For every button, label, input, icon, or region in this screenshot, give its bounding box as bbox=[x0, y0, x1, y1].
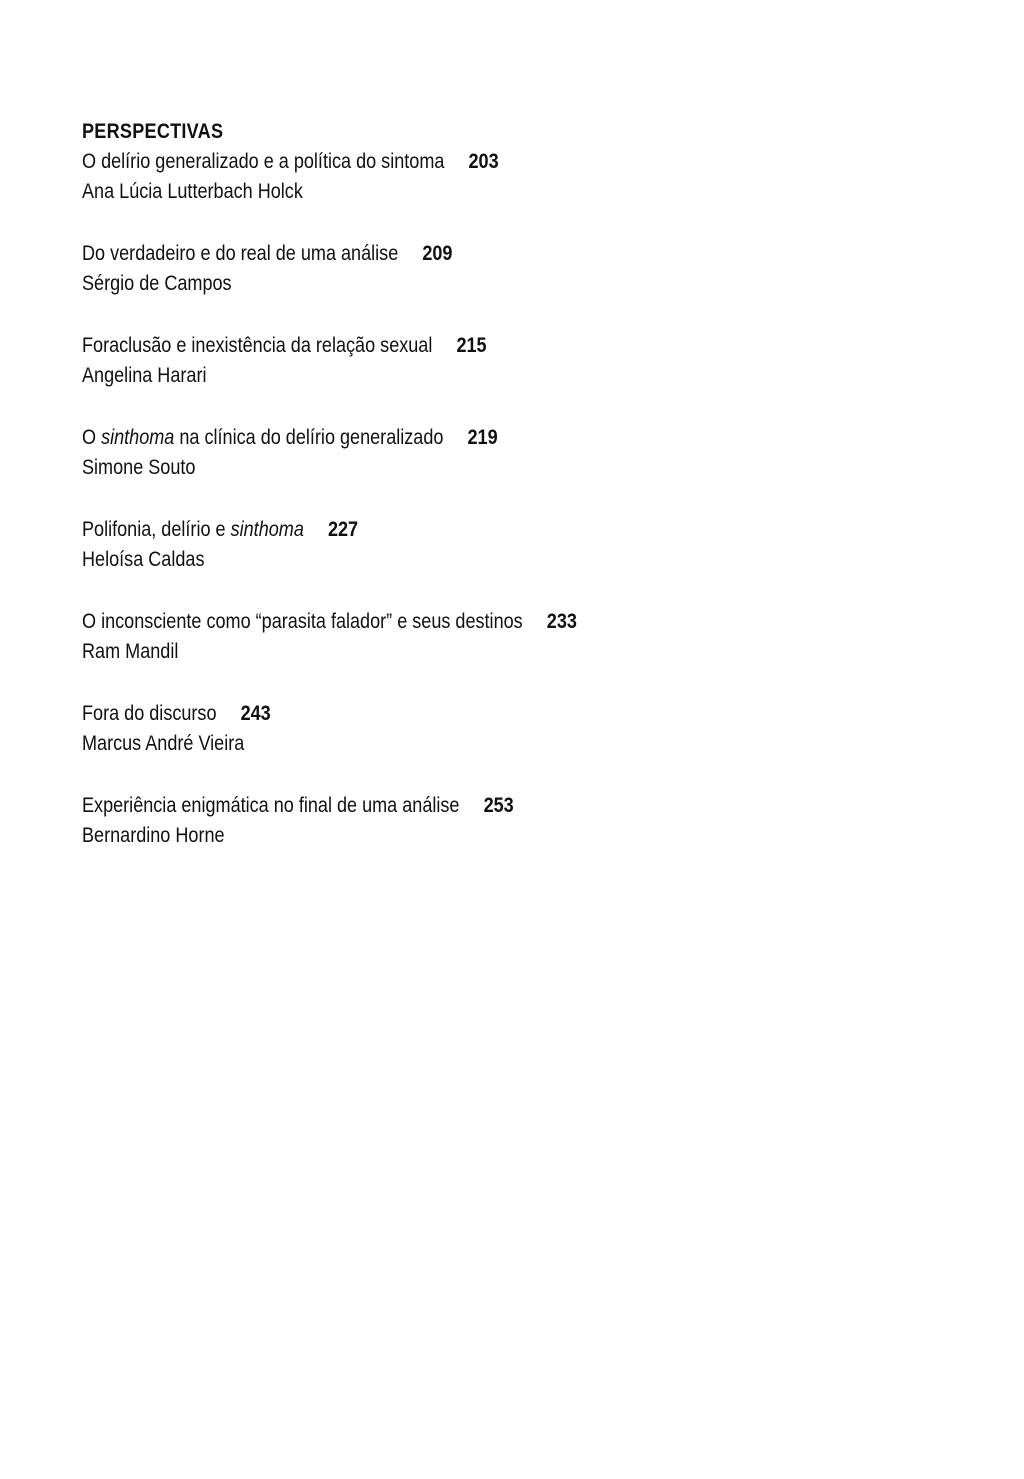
toc-entry-title bbox=[82, 518, 304, 541]
title-text: O inconsciente como “parasita falador” e seus destinos bbox=[82, 610, 523, 633]
title-text: Fora do discurso bbox=[82, 702, 217, 725]
toc-entry-title-line bbox=[82, 331, 770, 361]
toc-entry-title-line bbox=[82, 607, 770, 637]
toc-entry-title bbox=[82, 242, 398, 265]
toc-entries bbox=[82, 147, 882, 851]
toc-entry bbox=[82, 515, 882, 575]
title-text: O delírio generalizado e a política do sintoma bbox=[82, 150, 445, 173]
toc-entry-title-line bbox=[82, 239, 770, 269]
toc-entry-title-line bbox=[82, 147, 770, 177]
title-text: Do verdadeiro e do real de uma análise bbox=[82, 242, 399, 265]
toc-entry bbox=[82, 699, 882, 759]
title-text: Polifonia, delírio e bbox=[82, 518, 231, 541]
toc-entry-page-number: 209 bbox=[422, 242, 453, 265]
toc-entry bbox=[82, 791, 882, 851]
toc-entry-title-line bbox=[82, 423, 770, 453]
toc-entry-author: Angelina Harari bbox=[82, 364, 207, 387]
toc-entry-title bbox=[82, 150, 444, 173]
toc-entry-author: Ana Lúcia Lutterbach Holck bbox=[82, 180, 303, 203]
toc-entry-page-number: 215 bbox=[456, 334, 487, 357]
toc-entry-page-number: 219 bbox=[467, 426, 498, 449]
toc-entry-title-line bbox=[82, 699, 770, 729]
toc-entry-title bbox=[82, 334, 432, 357]
toc-entry-title-line bbox=[82, 791, 770, 821]
toc-entry bbox=[82, 423, 882, 483]
toc-entry-author: Bernardino Horne bbox=[82, 824, 225, 847]
title-text: Foraclusão e inexistência da relação sexual bbox=[82, 334, 433, 357]
toc-entry-author: Simone Souto bbox=[82, 456, 196, 479]
toc-entry-page-number: 253 bbox=[483, 794, 514, 817]
title-italic-term: sinthoma bbox=[101, 426, 175, 449]
toc-entry bbox=[82, 147, 882, 207]
title-italic-term: sinthoma bbox=[230, 518, 304, 541]
toc-entry-page-number: 243 bbox=[240, 702, 271, 725]
title-text: Experiência enigmática no final de uma análise bbox=[82, 794, 460, 817]
toc-entry bbox=[82, 239, 882, 299]
table-of-contents bbox=[82, 117, 882, 883]
section-title: PERSPECTIVAS bbox=[82, 120, 224, 143]
toc-entry-author: Sérgio de Campos bbox=[82, 272, 232, 295]
toc-entry-title bbox=[82, 794, 459, 817]
toc-entry bbox=[82, 607, 882, 667]
toc-entry-author: Marcus André Vieira bbox=[82, 732, 245, 755]
toc-entry-page-number: 233 bbox=[546, 610, 577, 633]
title-text: na clínica do delírio generalizado bbox=[174, 426, 444, 449]
title-text: O bbox=[82, 426, 102, 449]
toc-entry bbox=[82, 331, 882, 391]
toc-entry-title-line bbox=[82, 515, 770, 545]
toc-entry-page-number: 203 bbox=[468, 150, 499, 173]
toc-entry-page-number: 227 bbox=[327, 518, 359, 541]
toc-entry-title bbox=[82, 426, 443, 449]
toc-entry-title bbox=[82, 702, 217, 725]
toc-entry-author: Heloísa Caldas bbox=[82, 548, 205, 571]
toc-entry-title bbox=[82, 610, 523, 633]
toc-entry-author: Ram Mandil bbox=[82, 640, 179, 663]
